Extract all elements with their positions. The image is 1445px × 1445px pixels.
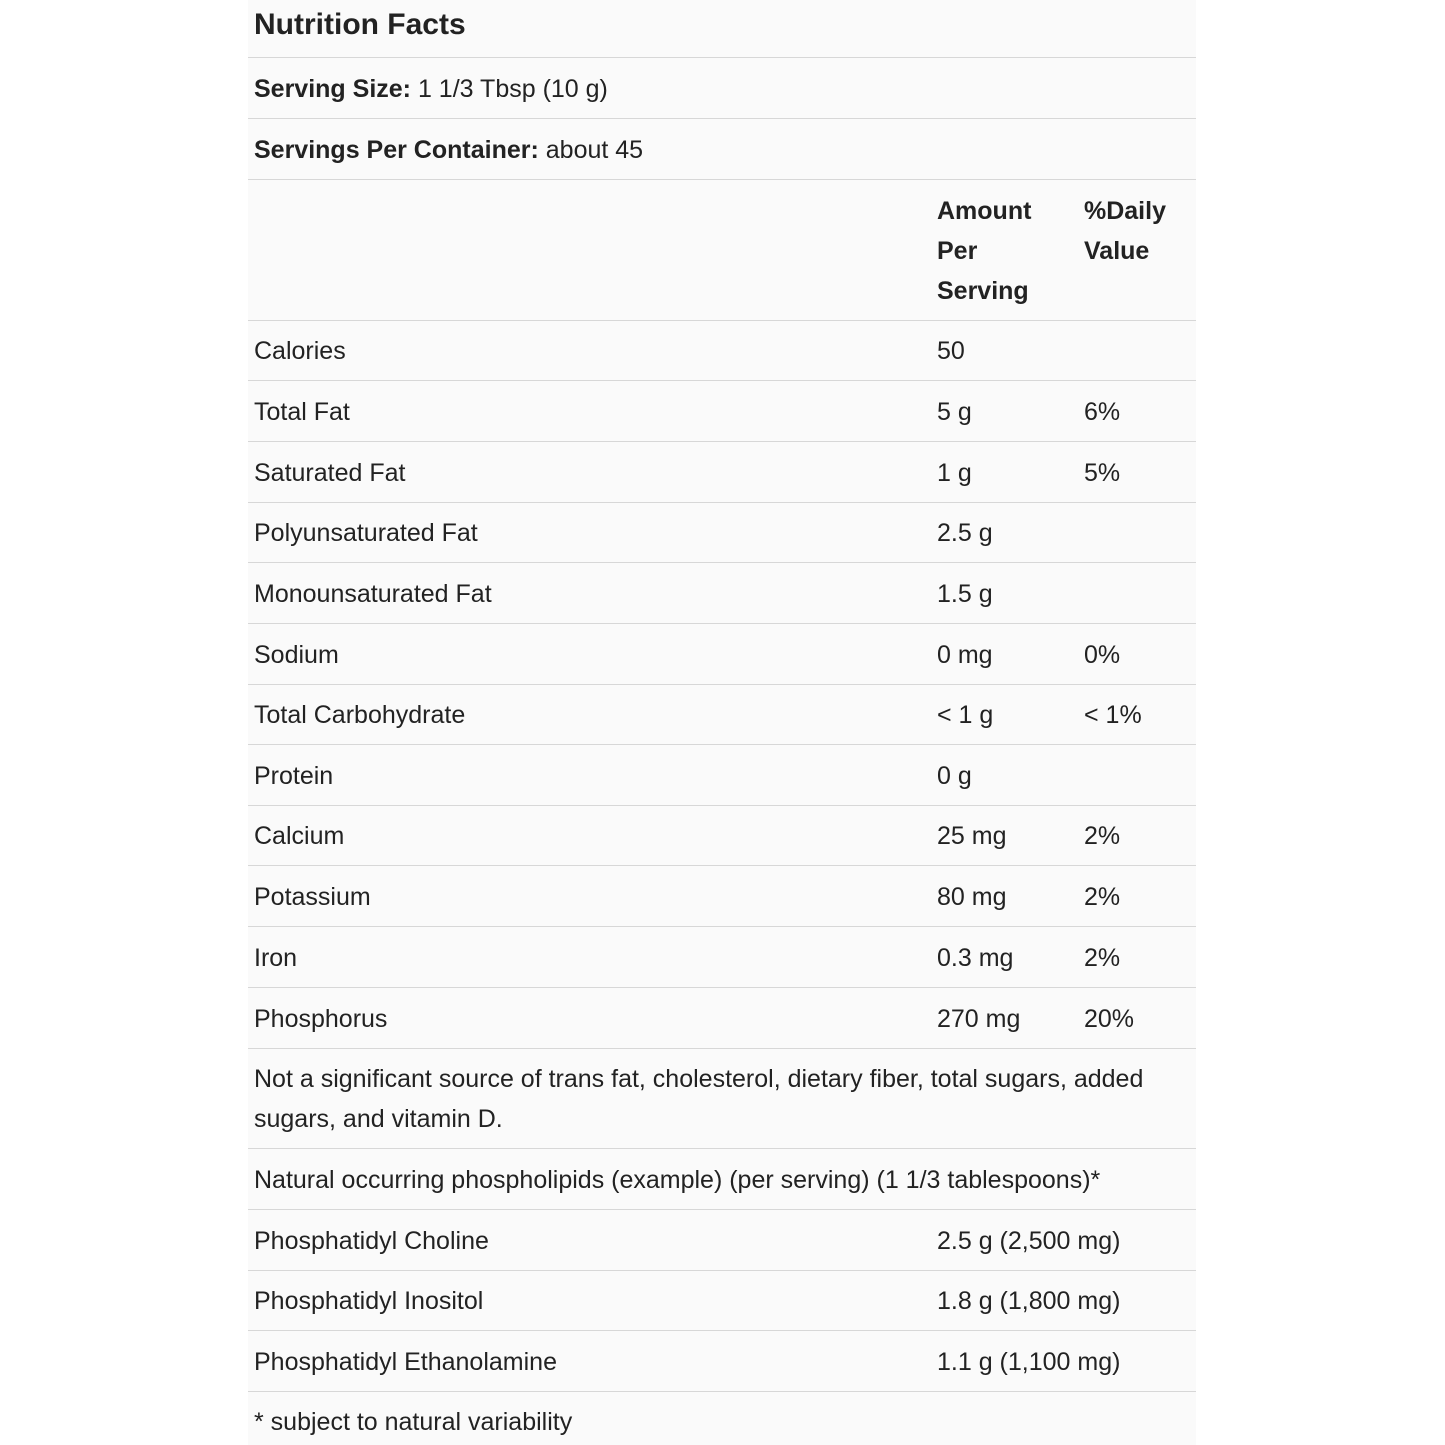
phospholipid-amount: 2.5 g (2,500 mg) [937, 1227, 1121, 1255]
phospholipid-row [248, 1210, 1196, 1271]
nutrient-daily-value: 5% [1084, 459, 1121, 487]
nutrient-daily-value: 2% [1084, 822, 1121, 850]
nutrient-amount: 5 g [937, 398, 972, 426]
footnote-row [248, 1392, 1196, 1445]
nutrient-amount: 80 mg [937, 883, 1007, 911]
nutrition-facts-panel [248, 0, 1196, 1445]
nutrient-amount: 270 mg [937, 1005, 1021, 1033]
nutrient-name: Calcium [254, 822, 345, 850]
nutrient-name: Saturated Fat [254, 459, 406, 487]
serving-size-label: Serving Size: [254, 75, 411, 103]
nutrient-row [248, 866, 1196, 927]
nutrient-row [248, 442, 1196, 503]
nutrient-name: Total Carbohydrate [254, 701, 466, 729]
phospholipid-row [248, 1271, 1196, 1331]
nutrient-daily-value: 20% [1084, 1005, 1135, 1033]
nutrient-row [248, 745, 1196, 806]
phospholipids-heading: Natural occurring phospholipids (example) (per serving) (1 1/3 tablespoons)* [254, 1166, 1101, 1194]
nutrient-row [248, 988, 1196, 1049]
nutrient-row [248, 624, 1196, 685]
nutrient-name: Monounsaturated Fat [254, 580, 492, 608]
nutrient-name: Potassium [254, 883, 371, 911]
nutrient-name: Calories [254, 337, 346, 365]
nutrient-name: Protein [254, 762, 334, 790]
nutrient-name: Sodium [254, 641, 339, 669]
footnote: * subject to natural variability [254, 1408, 573, 1436]
nutrient-name: Phosphorus [254, 1005, 388, 1033]
nutrient-name: Iron [254, 944, 298, 972]
not-significant-note: Not a significant source of trans fat, cholesterol, dietary fiber, total sugars, added sugars, and vitamin D. [254, 1065, 1144, 1133]
nutrient-daily-value: 0% [1084, 641, 1121, 669]
nutrient-row [248, 321, 1196, 381]
nutrient-amount: 0 mg [937, 641, 993, 669]
nutrient-row [248, 503, 1196, 563]
nutrient-amount: 1 g [937, 459, 972, 487]
nutrient-row [248, 806, 1196, 866]
not-significant-note-row [248, 1049, 1196, 1149]
nutrient-row [248, 563, 1196, 624]
nutrient-row [248, 927, 1196, 988]
servings-per-container-label: Servings Per Container: [254, 136, 539, 164]
serving-size-value: 1 1/3 Tbsp (10 g) [417, 75, 608, 103]
nutrient-daily-value: < 1% [1084, 701, 1142, 729]
title-row [248, 0, 1196, 58]
nutrient-amount: 1.5 g [937, 580, 993, 608]
nutrient-row [248, 381, 1196, 442]
nutrient-name: Polyunsaturated Fat [254, 519, 478, 547]
phospholipid-row [248, 1331, 1196, 1392]
nutrient-row [248, 685, 1196, 745]
phospholipid-amount: 1.8 g (1,800 mg) [937, 1287, 1121, 1315]
daily-value-header: %Daily Value [1084, 197, 1166, 265]
nutrient-amount: 0 g [937, 762, 972, 790]
nutrient-name: Total Fat [254, 398, 350, 426]
nutrient-amount: 50 [937, 337, 965, 365]
phospholipid-name: Phosphatidyl Inositol [254, 1287, 484, 1315]
phospholipids-heading-row [248, 1149, 1196, 1210]
servings-per-container-row [248, 119, 1196, 180]
nutrient-amount: 0.3 mg [937, 944, 1014, 972]
servings-per-container-value: about 45 [545, 136, 644, 164]
phospholipid-name: Phosphatidyl Ethanolamine [254, 1348, 557, 1376]
column-header-row [248, 180, 1196, 321]
nutrient-amount: < 1 g [937, 701, 994, 729]
nutrient-daily-value: 2% [1084, 883, 1121, 911]
phospholipid-amount: 1.1 g (1,100 mg) [937, 1348, 1121, 1376]
page-title: Nutrition Facts [254, 8, 466, 41]
serving-size-row [248, 58, 1196, 119]
nutrient-daily-value: 6% [1084, 398, 1121, 426]
amount-per-serving-header: Amount Per Serving [937, 197, 1032, 305]
nutrient-amount: 25 mg [937, 822, 1007, 850]
nutrient-daily-value: 2% [1084, 944, 1121, 972]
phospholipid-name: Phosphatidyl Choline [254, 1227, 489, 1255]
nutrient-amount: 2.5 g [937, 519, 993, 547]
